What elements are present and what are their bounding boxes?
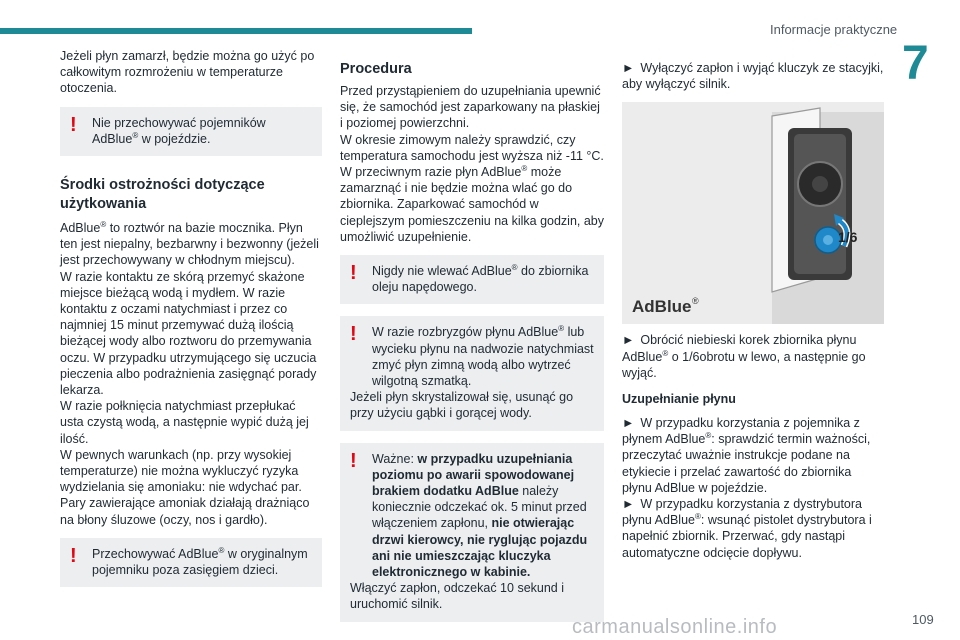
step-arrow-icon: ► xyxy=(622,333,635,348)
procedure-paragraph-2: W okresie zimowym należy sprawdzić, czy temperatura samochodu jest wyższa niż -11 °C. W przeciwnym razie płyn AdBlue® może zamarznąć i nie będzie można wlać go do zbiornika. Zaparkować samochód w cieplejszym pomieszczeniu na kilka godzin, aby umożliwić uzupełnienie. xyxy=(340,132,605,244)
step-arrow-icon: ► xyxy=(622,497,635,512)
ingestion-paragraph: W razie połknięcia natychmiast przepłukać usta czystą wodą, a następnie wypić dużą jej ilość. xyxy=(60,399,309,446)
warning-note-children: ! Przechowywać AdBlue® w oryginalnym pojemniku poza zasięgiem dzieci. xyxy=(60,538,322,587)
step-switch-off: ► Wyłączyć zapłon i wyjąć kluczyk ze stacyjki, aby wyłączyć silnik. xyxy=(622,61,884,92)
skin-contact-paragraph: W razie kontaktu ze skórą przemyć skażone miejsce bieżącą wodą i mydłem. W razie kontaktu z oczami natychmiast i przez co najmniej 15 minut przemywać dużą ilością bieżącej wody albo roztworu do przemywania oczu. W przypadku utrzymującego się uczucia pieczenia albo podrażnienia zasięgnąć porady lekarza. xyxy=(60,269,317,398)
chapter-number: 7 xyxy=(902,37,929,90)
step-pump-refill: ► W przypadku korzystania z dystrybutora płynu AdBlue®: wsunąć pistolet dystrybutora i napełnić zbiornik. Przerwać, gdy nastąpi automatyczne odcięcie dopływu. xyxy=(622,497,872,560)
header-accent-bar xyxy=(0,28,472,34)
page-number: 109 xyxy=(912,612,934,627)
procedure-paragraph-1: Przed przystąpieniem do uzupełniania upewnić się, że samochód jest zaparkowany na płaskiej i poziomej powierzchni. xyxy=(340,84,601,131)
step-remove-cap: ► Obrócić niebieski korek zbiornika płynu AdBlue® o 1/6obrotu w lewo, a następnie go wyjąć. xyxy=(622,333,866,380)
warning-exclamation-icon: ! xyxy=(70,113,77,136)
svg-text:®: ® xyxy=(692,296,699,307)
intro-paragraph: Jeżeli płyn zamarzł, będzie można go użyć po całkowitym rozmrożeniu w temperaturze otoczenia. xyxy=(60,49,315,96)
rotation-fraction-label: 1/6 xyxy=(838,229,858,246)
warning-exclamation-icon: ! xyxy=(350,323,357,346)
section-heading-precautions: Środki ostrożności dotyczące użytkowania xyxy=(60,177,265,213)
warning-exclamation-icon: ! xyxy=(350,262,357,285)
warning-note-storage: ! Nie przechowywać pojemników AdBlue® w pojeździe. xyxy=(60,107,322,156)
step-container-refill: ► W przypadku korzystania z pojemnika z płynem AdBlue®: sprawdzić termin ważności, przeczytać uważnie instrukcje podane na etykiecie i przelać zawartość do zbiornika płynu AdBlue w pojeździe. xyxy=(622,416,871,495)
step-arrow-icon: ► xyxy=(622,416,635,431)
adblue-cap-illustration xyxy=(622,102,884,324)
warning-exclamation-icon: ! xyxy=(70,544,77,567)
filler-cap-diagram xyxy=(622,102,884,324)
site-watermark: carmanualsonline.info xyxy=(572,616,778,638)
section-heading-procedure: Procedura xyxy=(340,61,412,77)
warning-exclamation-icon: ! xyxy=(350,449,357,472)
page-header-title: Informacje praktyczne xyxy=(770,22,898,37)
ammonia-paragraph: W pewnych warunkach (np. przy wysokiej temperaturze) nie można wykluczyć ryzyka wydzielania się amoniaku: nie wdychać par. Pary zawierające amoniak działają drażniąco na błony śluzowe (oczy, nos i gardło). xyxy=(60,447,310,527)
adblue-description: AdBlue® to roztwór na bazie mocznika. Płyn ten jest niepalny, bezbarwny i bezwonny (jeżeli jest przechowywany w chłodnym miejscu). xyxy=(60,219,319,268)
column-left xyxy=(60,48,322,599)
column-right xyxy=(622,48,884,561)
column-middle xyxy=(340,48,604,634)
warning-note-spills: ! W razie rozbryzgów płynu AdBlue® lub wycieku płynu na nadwozie natychmiast zmyć płyn zimną wodą albo wytrzeć wilgotną szmatką. Jeżeli płyn skrystalizował się, usunąć go przy użyciu gąbki i gorącej wody. xyxy=(340,316,604,430)
warning-note-important: ! Ważne: w przypadku uzupełniania poziomu po awarii spowodowanej brakiem dodatku AdBlue należy koniecznie odczekać ok. 5 minut przed włączeniem zapłonu, nie otwierając drzwi kierowcy, nie ryglując pojazdu ani nie umieszczając kluczyka elektronicznego w kabinie. Włączyć zapłon, odczekać 10 sekund i uruchomić silnik. xyxy=(340,443,604,622)
step-arrow-icon: ► xyxy=(622,61,635,75)
adblue-label: AdBlue xyxy=(632,297,692,317)
section-heading-refilling: Uzupełnianie płynu xyxy=(622,392,736,407)
warning-note-diesel: ! Nigdy nie wlewać AdBlue® do zbiornika oleju napędowego. xyxy=(340,255,604,304)
